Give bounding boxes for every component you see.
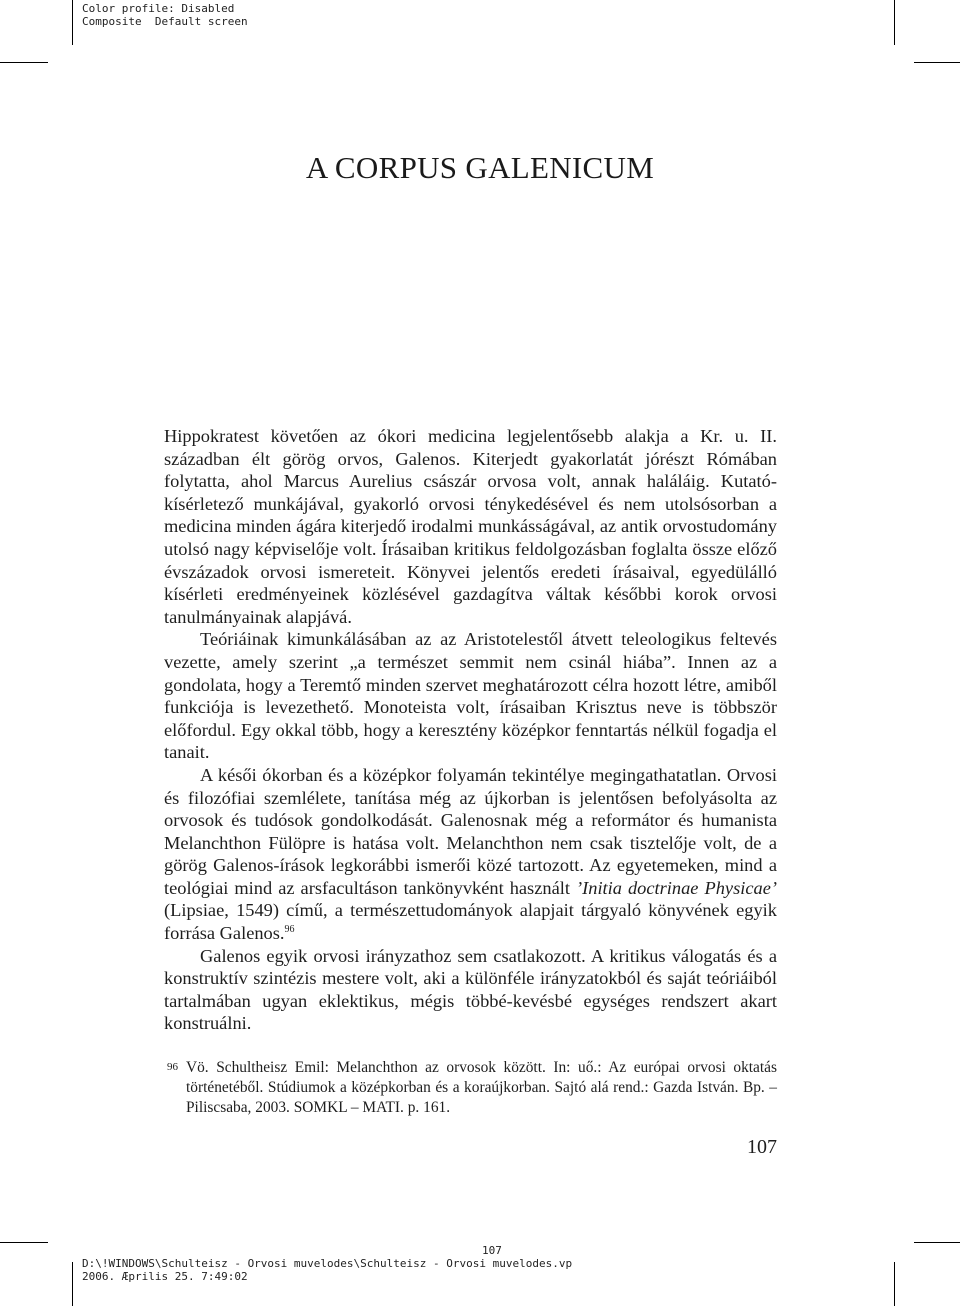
- crop-mark: [914, 1242, 960, 1243]
- crop-mark: [894, 0, 895, 45]
- crop-mark: [0, 1242, 48, 1243]
- crop-mark: [0, 62, 48, 63]
- print-header: [82, 2, 248, 28]
- crop-mark: [894, 1262, 895, 1306]
- crop-mark: [72, 0, 73, 45]
- print-footer-path: D:\!WINDOWS\Schulteisz - Orvosi muvelodes\Schulteisz - Orvosi muvelodes.vp: [82, 1257, 573, 1270]
- footnote-reference[interactable]: 96: [284, 924, 295, 936]
- print-footer-date: 2006. Æprilis 25. 7:49:02: [82, 1270, 248, 1283]
- crop-mark: [914, 62, 960, 63]
- print-header-line-1: Color profile: Disabled: [82, 2, 235, 15]
- paragraph-3-text: A késői ókorban és a középkor folyamán tekintélye megingathatatlan. Orvosi és filozófiai szemlélete, tanítása még az újkorban is jelentősen befolyásolta az orvosok és tudósok gondolkodását. Galenosnak még a reformátor és humanista Melanchthon Fülöpre is hatása volt. Melanchthon nem csak tisztelője volt, de a görög Galenos-írások legkorábbi ismerői közé tartozott. Az egyetemeken, mind a teológiai mind az arsfacultáson tankönyvként használt: [164, 764, 777, 898]
- body-text: [164, 425, 777, 1035]
- paragraph-3: [164, 764, 777, 945]
- footnote: [164, 1058, 777, 1117]
- paragraph-1: Hippokratest követően az ókori medicina legjelentősebb alakja a Kr. u. II. században élt görög orvos, Galenos. Kiterjedt gyakorlatát jórészt Rómában folytatta, ahol Marcus Aurelius császár orvosa volt, annak haláláig. Kutató-kísérletező munkájával, gyakorló orvosi ténykedésével és nem utolsósorban a medicina minden ágára kiterjedő irodalmi munkásságával, az antik orvostudomány utolsó nagy képviselője volt. Írásaiban kritikus feldolgozásban foglalta össze előző évszázadok orvosi ismereteit. Könyvei jelentős eredeti írásaival, egyedülálló kísérleti eredményeinek közlésével gazdagítva váltak későbbi korok orvosi tanulmányainak alapjává.: [164, 426, 777, 627]
- print-footer-page: 107: [482, 1244, 502, 1257]
- print-header-line-2: Composite Default screen: [82, 15, 248, 28]
- paragraph-4: Galenos egyik orvosi irányzathoz sem csatlakozott. A kritikus válogatás és a konstruktív szintézis mestere volt, aki a különféle irányzatokból és saját teóriáiból tartalmában ugyan eklektikus, mégis többé-kevésbé egységes rendszert akart konstruálni.: [164, 945, 777, 1034]
- paragraph-3-tail: (Lipsiae, 1549) című, a természettudományok alapjait tárgyaló könyvének egyik forrása Galenos.: [164, 900, 777, 944]
- page-number: 107: [747, 1136, 777, 1158]
- footnote-number: 96: [167, 1061, 178, 1073]
- paragraph-2: Teóriáinak kimunkálásában az az Aristotelestől átvett teleologikus feltevés vezette, amely szerint „a természet semmit nem csinál hiába”. Innen az a gondolata, hogy a Teremtő minden szervet meghatározott célra hozott létre, amiből funkciója is levezethető. Monoteista volt, írásaiban Krisztus neve is többször előfordul. Egy okkal több, hogy a keresztény középkor fenntartás nélkül fogadja el tanait.: [164, 629, 777, 763]
- chapter-title: A CORPUS GALENICUM: [305, 150, 655, 185]
- crop-mark: [72, 1262, 73, 1306]
- footnote-text: Vö. Schultheisz Emil: Melanchthon az orvosok között. In: uő.: Az európai orvosi oktatás történetéből. Stúdiumok a középkorban és a koraújkorban. Sajtó alá rend.: Gazda István. Bp. – Piliscsaba, 2003. SOMKL – MATI. p. 161.: [186, 1059, 777, 1116]
- book-title: ’Initia doctrinae Physicae’: [576, 877, 777, 898]
